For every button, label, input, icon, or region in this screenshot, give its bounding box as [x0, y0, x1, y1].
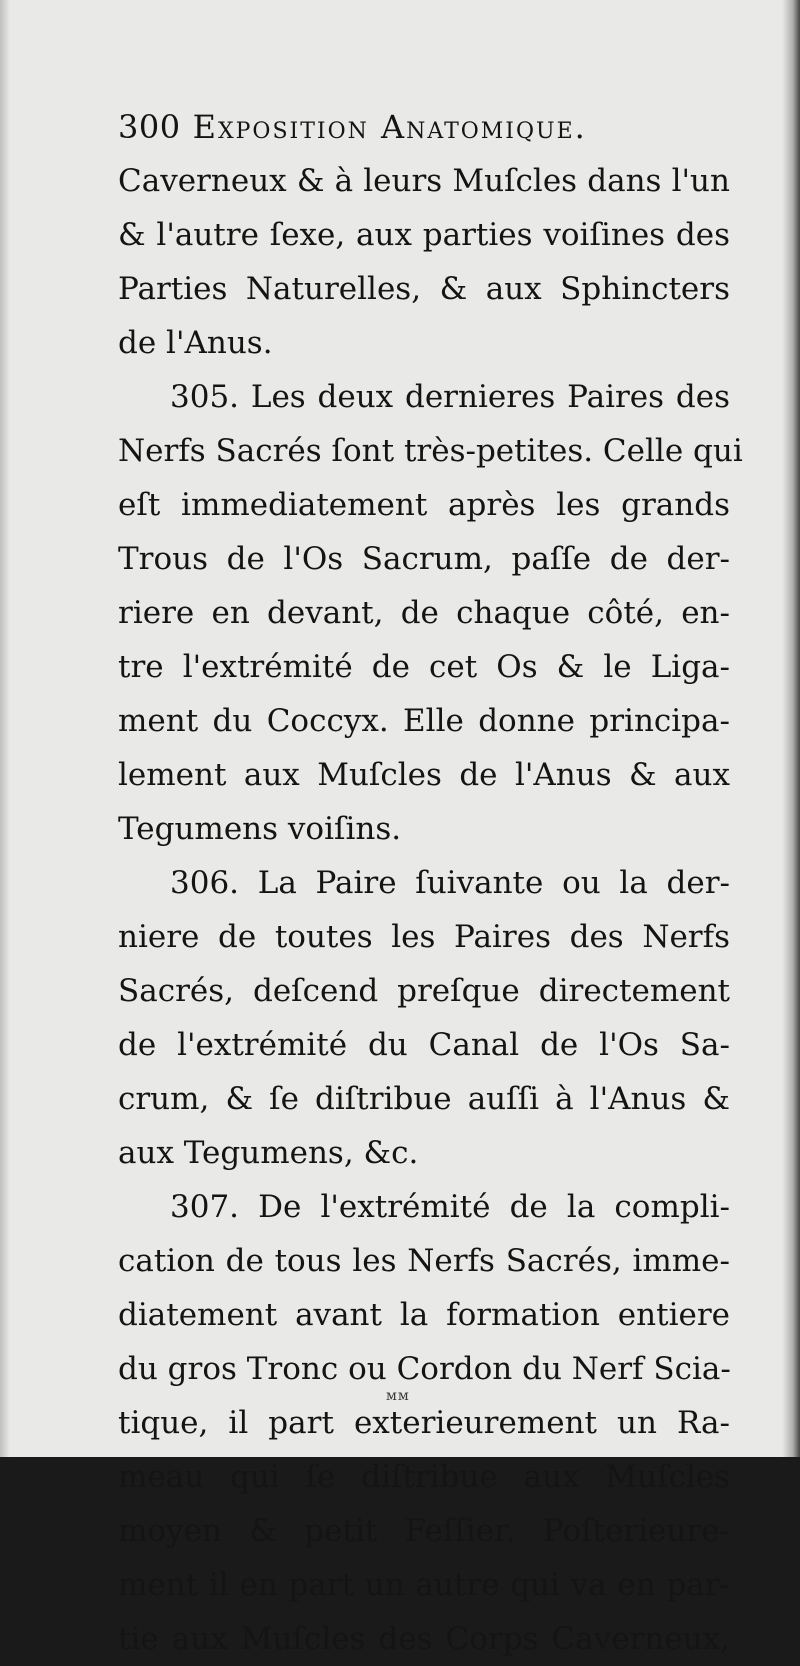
running-head [118, 100, 730, 154]
text-line: tique, il part exterieurement un Ra- [118, 1405, 730, 1441]
paragraph-305-start: 305. Les deux dernieres Paires des [170, 379, 730, 415]
page-mark: ᴍᴍ [386, 1388, 410, 1404]
text-line: Trous de l'Os Sacrum, paſſe de der- [118, 541, 730, 577]
paragraph-307-start: 307. De l'extrémité de la compli- [170, 1189, 730, 1225]
text-line: tie aux Muſcles des Corps Caverneux, [118, 1621, 730, 1657]
text-line: diatement avant la formation entiere [118, 1297, 730, 1333]
text-line: riere en devant, de chaque côté, en- [118, 595, 730, 631]
text-line: de l'extrémité du Canal de l'Os Sa- [118, 1027, 730, 1063]
text-line: du gros Tronc ou Cordon du Nerf Scia- [118, 1351, 731, 1387]
text-line: Tegumens voiſins. [118, 811, 402, 847]
running-title: Exposition Anatomique. [192, 108, 587, 146]
text-line: eſt immediatement après les grands [118, 487, 730, 523]
text-line: lement aux Muſcles de l'Anus & aux [118, 757, 730, 793]
text-line: meau qui ſe diſtribue aux Muſcles [118, 1459, 730, 1495]
text-line: de l'Anus. [118, 325, 273, 361]
text-block [118, 100, 743, 1666]
text-line: Caverneux & à leurs Muſcles dans l'un [118, 163, 730, 199]
page-left-shadow [0, 0, 10, 1457]
page-gutter-shadow [782, 0, 800, 1457]
text-line: tre l'extrémité de cet Os & le Liga- [118, 649, 730, 685]
text-line: Parties Naturelles, & aux Sphincters [118, 271, 730, 307]
text-line: ment il en part un autre qui va en par- [118, 1567, 730, 1603]
text-line: cation de tous les Nerfs Sacrés, imme- [118, 1243, 730, 1279]
text-line: ment du Coccyx. Elle donne principa- [118, 703, 730, 739]
text-line: Nerfs Sacrés ſont très-petites. Celle qui [118, 433, 743, 469]
text-line: moyen & petit Feſſier. Poſterieure- [118, 1513, 730, 1549]
text-line: Sacrés, deſcend preſque directement [118, 973, 730, 1009]
text-line: crum, & ſe diſtribue auſſi à l'Anus & [118, 1081, 730, 1117]
text-line: aux Tegumens, &c. [118, 1135, 419, 1171]
paragraph-306-start: 306. La Paire ſuivante ou la der- [170, 865, 730, 901]
text-line: & l'autre ſexe, aux parties voiſines des [118, 217, 730, 253]
text-line: niere de toutes les Paires des Nerfs [118, 919, 730, 955]
page-number: 300 [118, 108, 181, 146]
